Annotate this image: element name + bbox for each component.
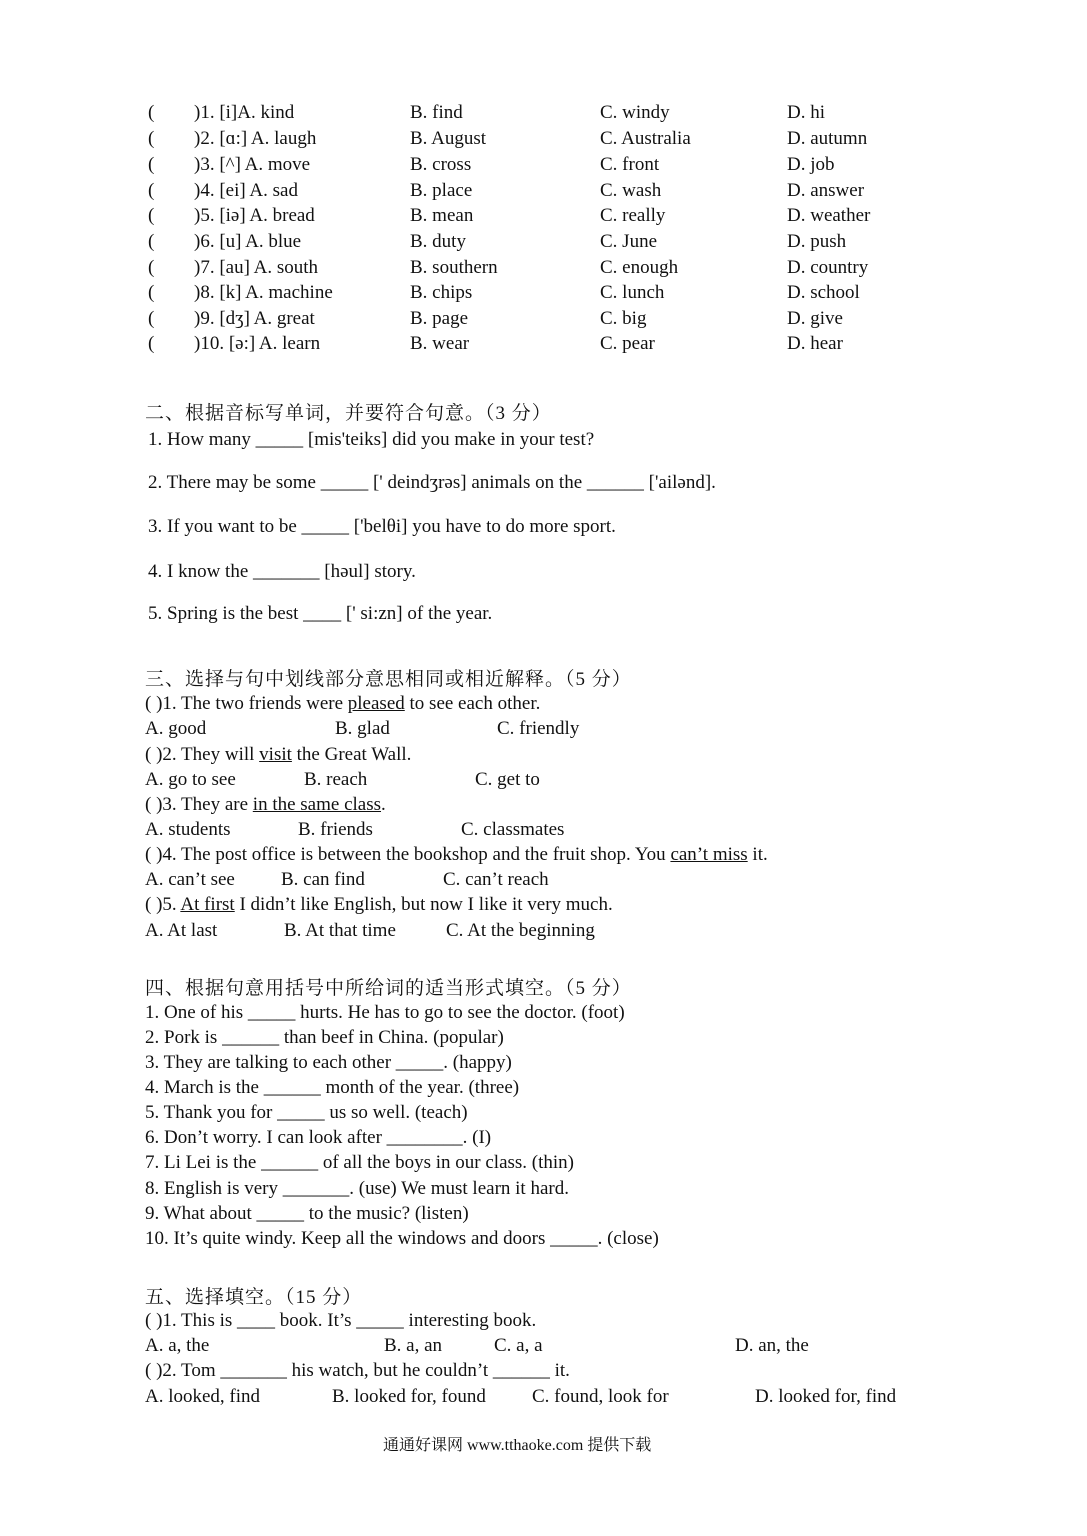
section4-item: 2. Pork is ______ than beef in China. (popular) [145,1027,504,1048]
section4-item: 10. It’s quite windy. Keep all the windows and doors _____. (close) [145,1228,659,1249]
section3-question-3 [145,794,386,816]
option-d: D. looked for, find [755,1386,897,1407]
question-text-end: . [381,794,386,815]
q-option-d: D. answer [787,180,865,201]
q-option-a: )3. [^] A. move [194,154,311,175]
question-text: ( )4. The post office is between the bookshop and the fruit shop. You [145,844,671,865]
question-text: ( )2. They will [145,744,260,765]
q-option-d: D. school [787,282,860,303]
q-option-d: D. weather [787,205,871,226]
section4-item: 8. English is very _______. (use) We must learn it hard. [145,1178,569,1199]
footer-watermark: 通通好课网 www.tthaoke.com 提供下载 [383,1437,652,1454]
q-option-c: C. big [600,308,647,329]
q-paren: ( [148,102,155,123]
option-a: A. go to see [145,769,236,790]
q-option-b: B. duty [410,231,466,252]
option-c: C. get to [475,769,540,790]
option-a: A. students [145,819,231,840]
q-paren: ( [148,333,155,354]
section3-question-2 [145,744,411,766]
q-option-a: )8. [k] A. machine [194,282,333,303]
option-b: B. At that time [284,920,396,941]
option-a: A. At last [145,920,218,941]
q-option-d: D. hear [787,333,843,354]
q-paren: ( [148,257,155,278]
section5-question-2: ( )2. Tom _______ his watch, but he couldn’t ______ it. [145,1360,570,1381]
underlined-phrase: can’t miss [670,844,748,865]
q-option-b: B. chips [410,282,473,303]
q-paren: ( [148,180,155,201]
option-b: B. looked for, found [332,1386,486,1407]
q-paren: ( [148,205,155,226]
q-option-d: D. push [787,231,847,252]
q-option-c: C. really [600,205,666,226]
q-option-c: C. front [600,154,660,175]
q-option-a: )1. [i]A. kind [194,102,295,123]
option-d: D. an, the [735,1335,809,1356]
q-option-a: )9. [dʒ] A. great [194,308,315,329]
q-option-a: )2. [ɑ:] A. laugh [194,128,317,149]
question-text: ( )5. [145,894,181,915]
underlined-phrase: in the same class [252,794,382,815]
section3-question-5 [145,894,613,916]
q-option-a: )7. [au] A. south [194,257,319,278]
section3-question-1 [145,693,540,715]
option-b: B. a, an [384,1335,443,1356]
section3-question-4 [145,844,768,866]
section4-item: 6. Don’t worry. I can look after ________. (I) [145,1127,492,1148]
option-a: A. good [145,718,207,739]
option-c: C. can’t reach [443,869,549,890]
q-option-d: D. country [787,257,869,278]
q-option-c: C. windy [600,102,670,123]
q-option-a: )10. [ə:] A. learn [194,333,321,354]
section5-title: 五、选择填空。（15 分） [145,1287,363,1308]
section4-title: 四、根据句意用括号中所给词的适当形式填空。（5 分） [145,978,632,999]
underlined-phrase: visit [259,744,292,765]
q-option-a: )4. [ei] A. sad [194,180,298,201]
option-a: A. a, the [145,1335,210,1356]
q-option-d: D. hi [787,102,825,123]
underlined-phrase: pleased [347,693,405,714]
q-option-b: B. August [410,128,487,149]
section5-question-1: ( )1. This is ____ book. It’s _____ interesting book. [145,1310,537,1331]
q-option-b: B. mean [410,205,474,226]
q-option-c: C. Australia [600,128,691,149]
option-c: C. classmates [461,819,565,840]
question-text: ( )1. The two friends were [145,693,348,714]
section4-item: 7. Li Lei is the ______ of all the boys in our class. (thin) [145,1152,575,1173]
q-option-b: B. wear [410,333,470,354]
section2-item-1: 1. How many _____ [mis'teiks] did you make in your test? [148,429,595,450]
q-paren: ( [148,231,155,252]
section3-title: 三、选择与句中划线部分意思相同或相近解释。（5 分） [145,669,632,690]
option-c: C. friendly [497,718,580,739]
q-option-d: D. give [787,308,843,329]
option-b: B. can find [281,869,365,890]
section4-item: 9. What about _____ to the music? (listen) [145,1203,469,1224]
q-option-c: C. June [600,231,657,252]
q-option-b: B. place [410,180,473,201]
q-paren: ( [148,154,155,175]
q-option-b: B. cross [410,154,472,175]
section2-item-3: 3. If you want to be _____ ['belθi] you have to do more sport. [148,516,616,537]
option-c: C. At the beginning [446,920,595,941]
q-option-b: B. find [410,102,463,123]
section4-item: 5. Thank you for _____ us so well. (teach) [145,1102,468,1123]
question-text-end: I didn’t like English, but now I like it very much. [234,894,613,915]
option-a: A. looked, find [145,1386,261,1407]
q-paren: ( [148,128,155,149]
underlined-phrase: At first [180,894,235,915]
section4-item: 4. March is the ______ month of the year. (three) [145,1077,520,1098]
q-option-c: C. pear [600,333,655,354]
option-c: C. found, look for [532,1386,669,1407]
q-option-b: B. page [410,308,469,329]
question-text-end: it. [747,844,768,865]
section2-title: 二、根据音标写单词，并要符合句意。（3 分） [145,403,552,424]
option-b: B. friends [298,819,373,840]
q-option-a: )5. [iə] A. bread [194,205,315,226]
question-text-end: to see each other. [404,693,541,714]
section2-item-2: 2. There may be some _____ [' deindʒrəs] animals on the ______ ['ailənd]. [148,472,716,493]
q-option-b: B. southern [410,257,498,278]
section4-item: 3. They are talking to each other _____. (happy) [145,1052,512,1073]
option-b: B. glad [335,718,390,739]
q-option-c: C. enough [600,257,679,278]
q-option-c: C. wash [600,180,662,201]
section2-item-4: 4. I know the _______ [həul] story. [148,561,416,582]
question-text: ( )3. They are [145,794,253,815]
q-option-c: C. lunch [600,282,665,303]
option-b: B. reach [304,769,368,790]
q-paren: ( [148,282,155,303]
q-option-a: )6. [u] A. blue [194,231,302,252]
option-c: C. a, a [494,1335,543,1356]
q-paren: ( [148,308,155,329]
section2-item-5: 5. Spring is the best ____ [' si:zn] of the year. [148,603,493,624]
q-option-d: D. autumn [787,128,868,149]
q-option-d: D. job [787,154,835,175]
question-text-end: the Great Wall. [291,744,412,765]
option-a: A. can’t see [145,869,235,890]
section4-item: 1. One of his _____ hurts. He has to go to see the doctor. (foot) [145,1002,625,1023]
